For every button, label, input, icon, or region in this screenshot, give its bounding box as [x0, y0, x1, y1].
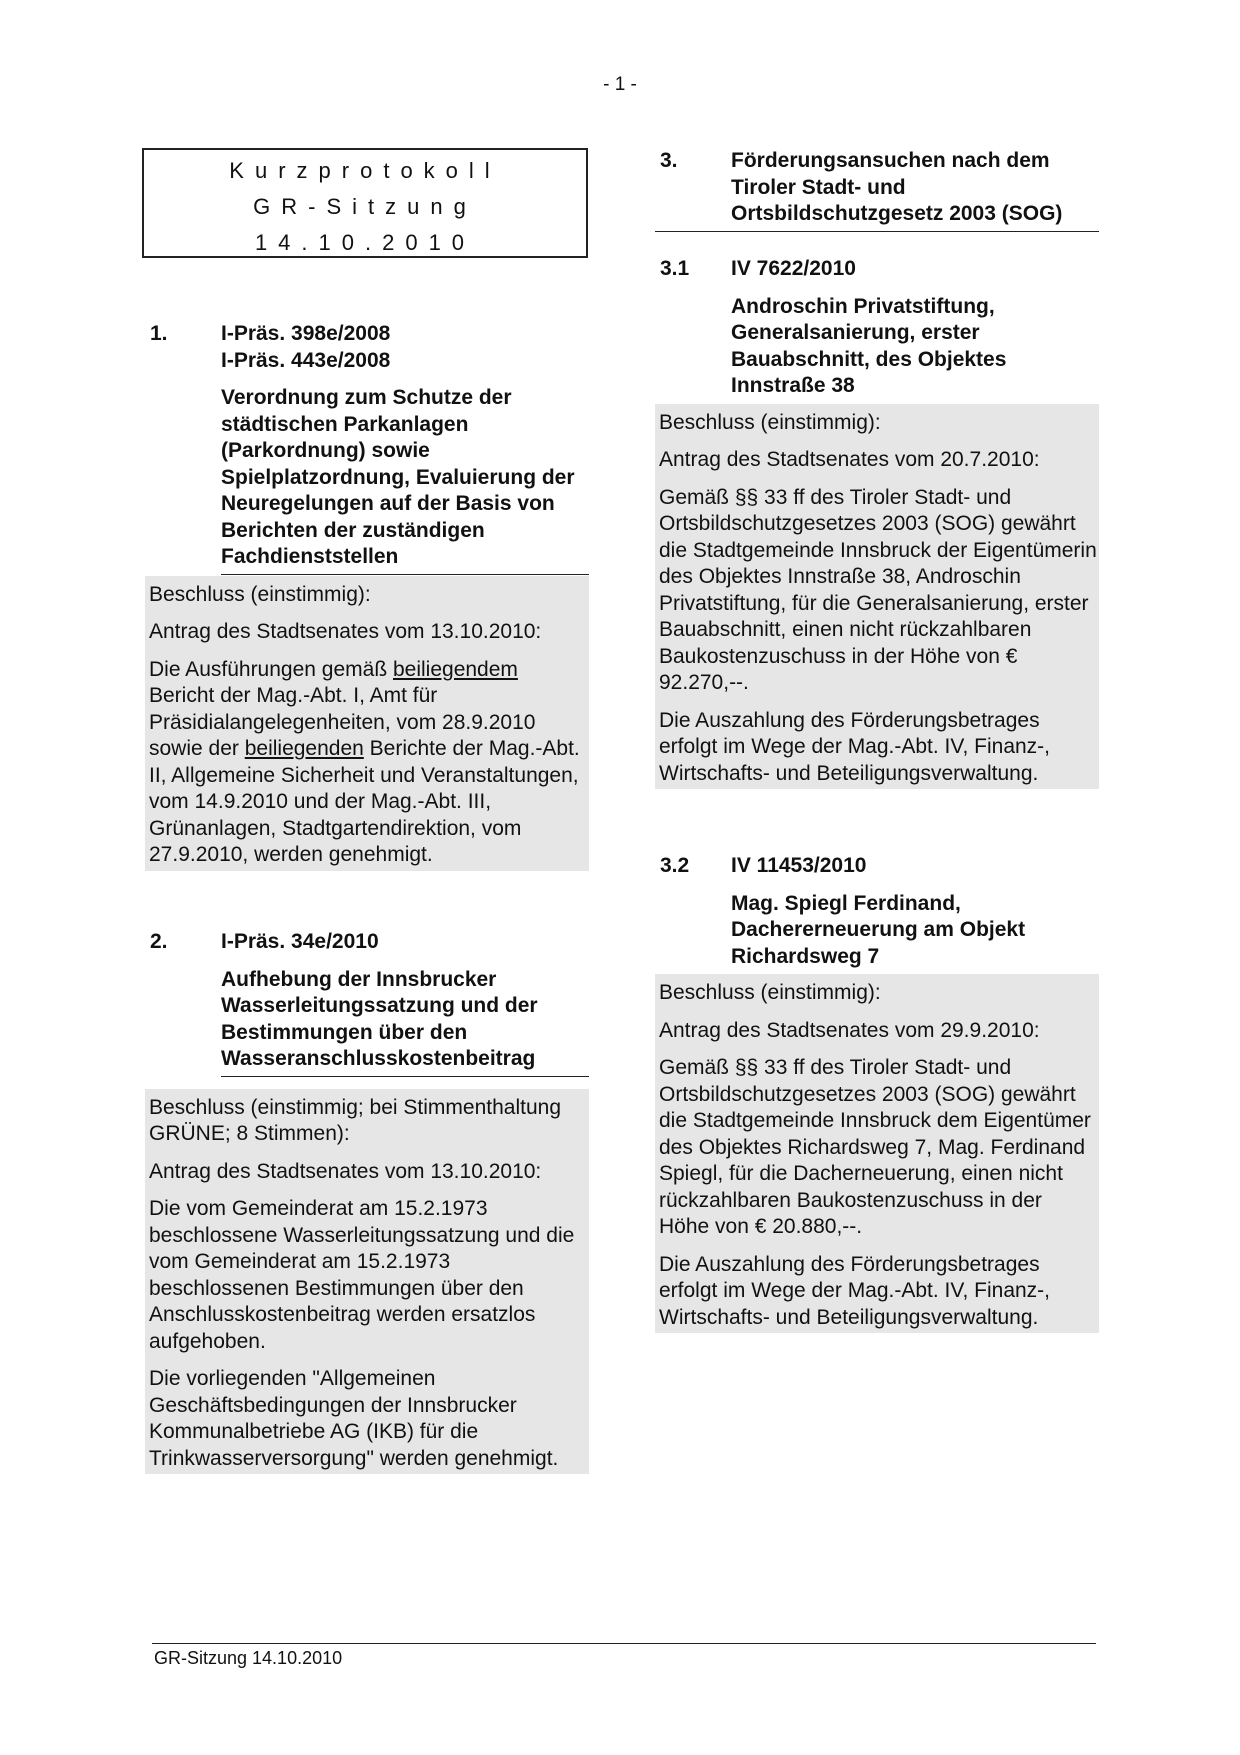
item-3-2 [655, 853, 1099, 1333]
item-2-ref: I-Präs. 34e/2010 [221, 930, 379, 953]
title-line-date: 14.10.2010 [254, 230, 476, 255]
item-2-antrag: Antrag des Stadtsenates vom 13.10.2010: [149, 1159, 542, 1183]
item-2 [145, 929, 589, 1474]
title-box [142, 148, 588, 258]
item-2-body-2: Die vorliegenden "Allgemeinen Geschäftsbedingungen der Innsbrucker Kommunalbetriebe AG (IKB) für die Trinkwasserversorgung" werden genehmigt. [149, 1367, 559, 1470]
item-2-title: Aufhebung der Innsbrucker Wasserleitungssatzung und der Bestimmungen über den Wasseranschlusskostenbeitrag [221, 967, 589, 1077]
item-1-title: Verordnung zum Schutze der städtischen Parkanlagen (Parkordnung) sowie Spielplatzordnung, Evaluierung der Neuregelungen auf der Basis von Berichten der zuständigen Fachdienststellen [221, 385, 589, 575]
item-3-1 [655, 256, 1099, 789]
item-3-number: 3. [660, 149, 678, 172]
item-1-antrag: Antrag des Stadtsenates vom 13.10.2010: [149, 620, 542, 643]
item-3-1-title: Androschin Privatstiftung, Generalsanierung, erster Bauabschnitt, des Objektes Innstraße 38 [731, 294, 1007, 397]
item-1-decision [145, 576, 589, 871]
item-3-title: Förderungsansuchen nach dem Tiroler Stadt- und Ortsbildschutzgesetz 2003 (SOG) [731, 149, 1063, 225]
page-number: - 1 - [603, 74, 637, 95]
item-3-2-header [655, 853, 1099, 880]
page-footer: GR-Sitzung 14.10.2010 [154, 1648, 343, 1668]
item-1-ref-2: I-Präs. 443e/2008 [221, 348, 391, 372]
item-3-2-title: Mag. Spiegl Ferdinand, Dachererneuerung am Objekt Richardsweg 7 [731, 891, 1026, 968]
footer-divider [152, 1643, 1096, 1644]
item-2-number: 2. [150, 930, 168, 953]
item-1-header [145, 321, 589, 374]
item-3-1-ref: IV 7622/2010 [731, 257, 856, 280]
item-1-body: Die Ausführungen gemäß beiliegendem Bericht der Mag.-Abt. I, Amt für Präsidialangelegenheiten, vom 28.9.2010 sowie der beiliegenden Berichte der Mag.-Abt. II, Allgemeine Sicherheit und Veranstaltungen, vom 14.9.2010 und der Mag.-Abt. III, Grünanlagen, Stadtgartendirektion, vom 27.9.2010, werden genehmigt. [149, 657, 580, 866]
item-3-2-number: 3.2 [660, 854, 690, 877]
item-3-1-antrag: Antrag des Stadtsenates vom 20.7.2010: [659, 448, 1040, 471]
item-3-2-decision [655, 974, 1099, 1333]
item-3-1-decision [655, 404, 1099, 790]
title-line-sitzung: GR-Sitzung [253, 194, 477, 219]
item-1-ref-1: I-Präs. 398e/2008 [221, 322, 391, 345]
item-3-1-header [655, 256, 1099, 283]
item-3-2-ref: IV 11453/2010 [731, 854, 867, 877]
item-3-1-beschluss: Beschluss (einstimmig): [659, 410, 881, 434]
item-3-2-body-1: Gemäß §§ 33 ff des Tiroler Stadt- und Ortsbildschutzgesetzes 2003 (SOG) gewährt die Stadtgemeinde Innsbruck dem Eigentümer des Objektes Richardsweg 7, Mag. Ferdinand Spiegl, für die Dacherneuerung, einen nicht rückzahlbaren Baukostenzuschuss in der Höhe von € 20.880,--. [659, 1056, 1091, 1238]
item-1-beschluss: Beschluss (einstimmig): [149, 582, 371, 606]
item-3-1-body-2: Die Auszahlung des Förderungsbetrages erfolgt im Wege der Mag.-Abt. IV, Finanz-, Wirtschafts- und Beteiligungsverwaltung. [659, 708, 1051, 785]
item-3-2-antrag: Antrag des Stadtsenates vom 29.9.2010: [659, 1018, 1040, 1042]
item-3 [655, 148, 1099, 232]
item-2-body-1: Die vom Gemeinderat am 15.2.1973 beschlossene Wasserleitungssatzung und die vom Gemeinderat am 15.2.1973 beschlossenen Bestimmungen über den Anschlusskostenbeitrag werden ersatzlos aufgehoben. [149, 1197, 575, 1353]
item-1-number: 1. [150, 322, 168, 345]
item-3-header [655, 148, 1099, 232]
item-2-header [145, 929, 589, 956]
item-3-2-body-2: Die Auszahlung des Förderungsbetrages erfolgt im Wege der Mag.-Abt. IV, Finanz-, Wirtschafts- und Beteiligungsverwaltung. [659, 1252, 1051, 1329]
item-3-1-number: 3.1 [660, 257, 690, 280]
item-2-beschluss: Beschluss (einstimmig; bei Stimmenthaltung GRÜNE; 8 Stimmen): [149, 1095, 562, 1145]
title-line-kurzprotokoll: Kurzprotokoll [229, 158, 501, 183]
item-3-2-beschluss: Beschluss (einstimmig): [659, 981, 881, 1004]
item-3-1-body-1: Gemäß §§ 33 ff des Tiroler Stadt- und Ortsbildschutzgesetzes 2003 (SOG) gewährt die Stadtgemeinde Innsbruck der Eigentümerin des Objektes Innstraße 38, Androschin Privatstiftung, für die Generalsanierung, erster Bauabschnitt, einen nicht rückzahlbaren Baukostenzuschuss in der Höhe von € 92.270,--. [659, 485, 1097, 694]
item-1 [145, 321, 589, 871]
item-2-decision [145, 1089, 589, 1475]
